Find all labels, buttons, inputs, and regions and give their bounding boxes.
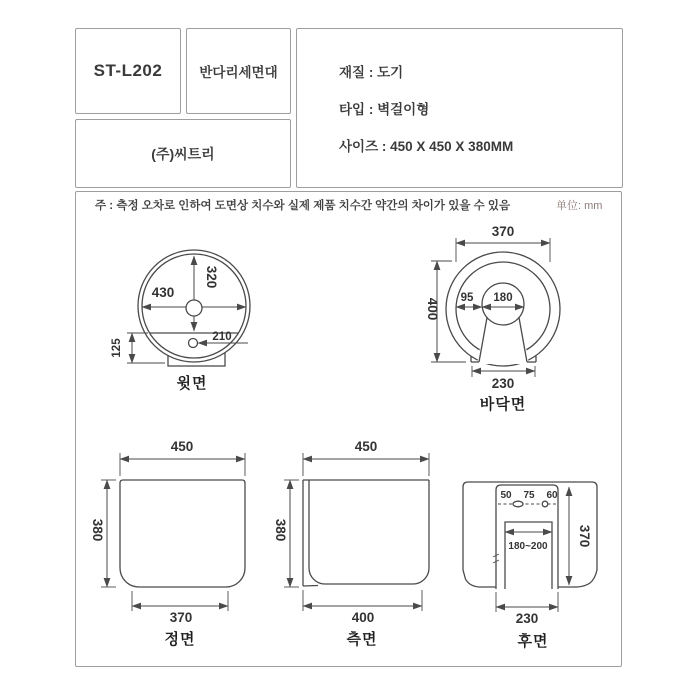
dim-pipe-zone: 180~200 [508, 541, 548, 552]
dim-380: 380 [90, 518, 105, 542]
dim-95: 95 [460, 292, 474, 304]
bottom-view [425, 224, 560, 413]
top-view-label: 윗면 [176, 375, 208, 392]
dim-400: 400 [351, 610, 375, 625]
flange-inner-line [309, 480, 325, 584]
side-view [273, 439, 429, 648]
dim-60: 60 [546, 490, 558, 501]
dim-50: 50 [500, 490, 512, 501]
front-view [90, 439, 245, 648]
dim-75: 75 [523, 490, 535, 501]
dim-370: 370 [169, 610, 193, 625]
model-number: ST-L202 [93, 61, 163, 80]
rear-view [463, 482, 597, 650]
product-name: 반다리세면대 [199, 65, 278, 80]
bottom-view-label: 바닥면 [479, 396, 527, 413]
side-body-outline [325, 480, 429, 584]
dim-450: 450 [170, 439, 194, 454]
spec-type: 타입 : 벽걸이형 [339, 102, 430, 117]
rear-view-label: 후면 [517, 633, 549, 650]
dim-370: 370 [491, 224, 515, 239]
dim-210: 210 [212, 331, 232, 343]
dim-400: 400 [425, 297, 440, 321]
company-name: (주)씨트리 [151, 145, 215, 162]
unit-label: 单位: mm [556, 200, 603, 212]
dim-370: 370 [577, 524, 592, 548]
dim-230: 230 [515, 611, 539, 626]
dim-320: 320 [204, 265, 219, 289]
dim-380: 380 [273, 518, 288, 542]
drain-hole [186, 300, 202, 316]
mounting-slot [513, 501, 523, 507]
front-body-outline [120, 480, 245, 587]
dim-180: 180 [493, 292, 513, 304]
tolerance-note: 주 : 측정 오차로 인하여 도면상 치수와 실제 제품 치수간 약간의 차이가 있을 수 있음 [95, 200, 511, 212]
side-view-label: 측면 [346, 631, 378, 648]
dim-230: 230 [491, 376, 515, 391]
drain-opening [482, 283, 524, 325]
dim-125: 125 [111, 338, 123, 358]
faucet-hole [189, 339, 198, 348]
top-view [111, 250, 250, 392]
mounting-hole [542, 501, 548, 507]
dim-450: 450 [354, 439, 378, 454]
front-view-label: 정면 [164, 631, 196, 648]
spec-material: 재질 : 도기 [339, 65, 404, 80]
spec-size: 사이즈 : 450 X 450 X 380MM [339, 139, 514, 154]
dim-430: 430 [151, 285, 175, 300]
flange-bottom-line [303, 586, 318, 587]
